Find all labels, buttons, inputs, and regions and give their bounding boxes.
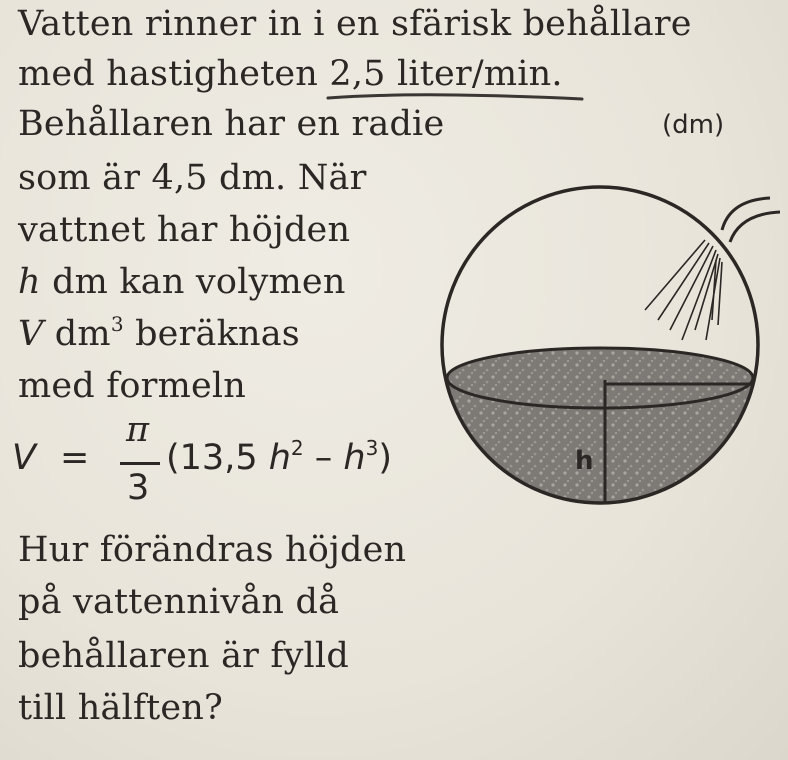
unit-label: (dm) [662, 110, 725, 140]
var-h: h [18, 262, 41, 302]
problem-line-1: Vatten rinner in i en sfärisk behållare [18, 4, 692, 44]
question-line-2: på vattennivån då [18, 582, 340, 622]
exponent-3: 3 [110, 312, 124, 336]
fraction-bar [120, 462, 160, 465]
unit-dm: dm [43, 314, 111, 354]
water-surface [447, 348, 753, 408]
formula-denominator: 3 [127, 468, 150, 508]
problem-line-4: som är 4,5 dm. När [18, 158, 367, 198]
pen-underline [326, 92, 584, 102]
volume-formula [8, 410, 438, 518]
question-line-4: till hälften? [18, 688, 224, 728]
line7-rest: beräknas [123, 314, 300, 354]
problem-line-6 [18, 262, 346, 302]
problem-line-2: med hastigheten 2,5 liter/min. [18, 54, 563, 94]
line6-rest: dm kan volymen [40, 262, 346, 302]
formula-lhs: V [12, 438, 36, 478]
water-stream [645, 240, 722, 340]
problem-line-7 [18, 314, 300, 354]
problem-line-3: Behållaren har en radie [18, 104, 445, 144]
formula-equals: = [60, 438, 90, 478]
sphere-diagram [430, 170, 780, 510]
height-label: h [575, 446, 594, 476]
formula-numerator: π [126, 410, 150, 450]
inlet-pipe-bottom [730, 212, 780, 242]
problem-line-8: med formeln [18, 366, 247, 406]
formula-polynomial: (13,5 $h^2 - h^3$) [166, 436, 392, 478]
question-line-1: Hur förändras höjden [18, 530, 407, 570]
var-v: V [18, 314, 44, 354]
question-line-3: behållaren är fylld [18, 636, 349, 676]
problem-line-5: vattnet har höjden [18, 210, 351, 250]
